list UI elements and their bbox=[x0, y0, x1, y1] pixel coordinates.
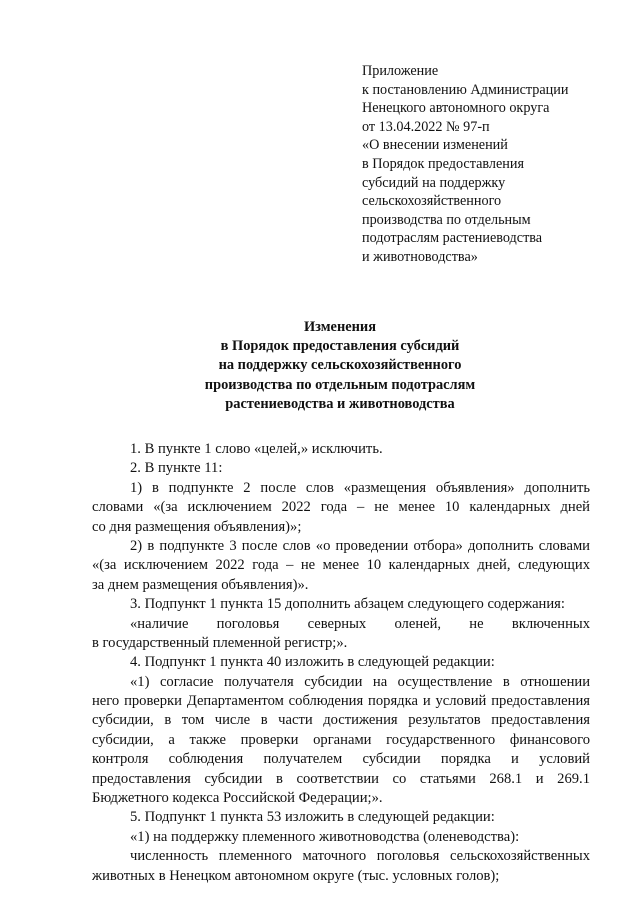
paragraph-line: словами «(за исключением 2022 года – не менее 10 календарных дней bbox=[92, 499, 590, 516]
appendix-line: к постановлению Администрации bbox=[362, 81, 569, 98]
appendix-line: «О внесении изменений bbox=[362, 137, 508, 154]
title-line: Изменения bbox=[303, 319, 376, 335]
appendix-line: в Порядок предоставления bbox=[362, 155, 524, 172]
paragraph-line: контроля соблюдения получателем субсидии порядка и условий bbox=[92, 751, 590, 768]
paragraph-line: субсидии, а также проверки органами государственного финансового bbox=[92, 731, 590, 748]
paragraph-line: Бюджетного кодекса Российской Федерации;». bbox=[92, 790, 383, 807]
paragraph-line: «1) согласие получателя субсидии на осуществление в отношении bbox=[130, 673, 590, 690]
paragraph-line: «(за исключением 2022 года – не менее 10 календарных дней, следующих bbox=[92, 557, 590, 574]
title-line: в Порядок предоставления субсидий bbox=[220, 338, 460, 355]
appendix-line: подотраслям растениеводства bbox=[362, 230, 543, 247]
appendix-line: производства по отдельным bbox=[362, 211, 531, 228]
paragraph-line: 2) в подпункте 3 после слов «о проведении отбора» дополнить словами bbox=[130, 537, 590, 554]
paragraph-line: «наличие поголовья северных оленей, не включенных bbox=[130, 615, 590, 632]
appendix-header bbox=[362, 62, 602, 267]
title-line: растениеводства и животноводства bbox=[225, 395, 455, 412]
title-line: на поддержку сельскохозяйственного bbox=[218, 357, 462, 374]
paragraph-line: за днем размещения объявления)». bbox=[92, 576, 309, 593]
appendix-line: Приложение bbox=[362, 63, 439, 79]
appendix-line: и животноводства» bbox=[362, 248, 478, 265]
paragraph-line: со дня размещения объявления)»; bbox=[92, 518, 302, 535]
paragraph-line: в государственный племенной регистр;». bbox=[92, 634, 348, 651]
paragraph-line: животных в Ненецком автономном округе (тыс. условных голов); bbox=[92, 867, 500, 884]
paragraph-line: предоставления субсидии в соответствии со статьями 268.1 и 269.1 bbox=[92, 770, 590, 787]
paragraph-line: 4. Подпункт 1 пункта 40 изложить в следующей редакции: bbox=[130, 654, 495, 671]
appendix-line: сельскохозяйственного bbox=[362, 193, 502, 210]
paragraph-line: субсидии, в том числе в части достижения результатов предоставления bbox=[92, 712, 590, 729]
paragraph-line: него проверки Департаментом соблюдения порядка и условий предоставления bbox=[92, 693, 590, 710]
paragraph-line: «1) на поддержку племенного животноводства (оленеводства): bbox=[130, 828, 520, 845]
appendix-line: Ненецкого автономного округа bbox=[362, 100, 550, 117]
paragraph-line: 3. Подпункт 1 пункта 15 дополнить абзацем следующего содержания: bbox=[130, 596, 565, 613]
title-line: производства по отдельным подотраслям bbox=[204, 376, 476, 393]
paragraph-line: 2. В пункте 11: bbox=[130, 460, 223, 477]
paragraph-line: 5. Подпункт 1 пункта 53 изложить в следующей редакции: bbox=[130, 809, 495, 826]
paragraph-line: 1. В пункте 1 слово «целей,» исключить. bbox=[130, 441, 383, 457]
appendix-line: субсидий на поддержку bbox=[362, 174, 506, 191]
paragraph-line: численность племенного маточного поголовья сельскохозяйственных bbox=[130, 848, 590, 865]
document-title bbox=[90, 318, 590, 414]
document-body bbox=[92, 440, 590, 886]
appendix-line: от 13.04.2022 № 97-п bbox=[362, 118, 490, 135]
paragraph-line: 1) в подпункте 2 после слов «размещения объявления» дополнить bbox=[130, 479, 590, 496]
